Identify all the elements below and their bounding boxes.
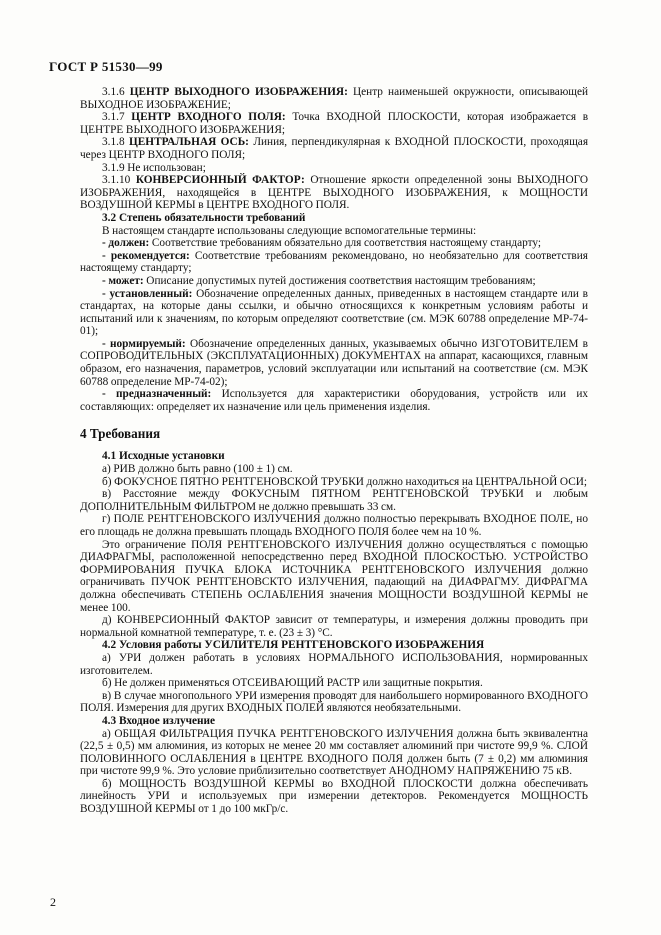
definition-3-1-10: 3.1.10 КОНВЕРСИОННЫЙ ФАКТОР: Отношение яркости определенной зоны ВЫХОДНОГО ИЗОБРАЖЕНИЯ, находящейся в ЦЕНТРЕ ВЫХОДНОГО ИЗОБРАЖЕНИЯ, к МОЩНОСТИ ВОЗДУШНОЙ КЕРМЫ в ЦЕНТРЕ ВХОДНОГО ПОЛЯ. <box>80 174 589 212</box>
section-4-3-heading: 4.3 Входное излучение <box>102 714 216 727</box>
term-normiruemy: - нормируемый: Обозначение определенных данных, указываемых обычно ИЗГОТОВИТЕЛЕМ в СОПРОВОДИТЕЛЬНЫХ (ЭКСПЛУАТАЦИОННЫХ) ДОКУМЕНТАХ на аппарат, касающихся, главным образом, его назначения, параметров, условий эксплуатации или испытаний на соответствие (см. МЭК 60788 определение МР-74-02); <box>80 337 588 388</box>
section-3-2-intro: В настоящем стандарте использованы следующие вспомогательные термины: <box>102 224 477 237</box>
term-prednaznachenny: - предназначенный: Используется для характеристики оборудования, устройств или их составляющих: определяет их назначение или цель применения изделия. <box>80 388 589 413</box>
term-ustanovlenny: - установленный: Обозначение определенных данных, приведенных в настоящем стандарте или в стандартах, на которые даны ссылки, и обычно относящихся к конкретным условиям работы и испытаний или к значениям, по которым определяют соответствие (см. МЭК 60788 определение МР-74-01); <box>80 287 589 338</box>
page-content <box>80 86 588 816</box>
item-4-2-v: в) В случае многопольного УРИ измерения проводят для наибольшего нормированного ВХОДНОГО ПОЛЯ. Измерения для других ВХОДНЫХ ПОЛЕЙ являются необязательными. <box>80 689 588 715</box>
item-4-1-a: а) РИВ должно быть равно (100 ± 1) см. <box>102 463 293 476</box>
item-4-1-v: в) Расстояние между ФОКУСНЫМ ПЯТНОМ РЕНТГЕНОВСКОЙ ТРУБКИ и любым ДОПОЛНИТЕЛЬНЫМ ФИЛЬТРОМ не должно превышать 33 см. <box>80 488 588 513</box>
item-4-1-b: б) ФОКУСНОЕ ПЯТНО РЕНТГЕНОВСКОЙ ТРУБКИ должно находиться на ЦЕНТРАЛЬНОЙ ОСИ; <box>102 475 588 488</box>
item-4-1-d: д) КОНВЕРСИОННЫЙ ФАКТОР зависит от температуры, и измерения должны проводить при нормальной комнатной температуре, т. е. (23 ± 3) °С. <box>80 614 588 639</box>
item-4-2-a: а) УРИ должен работать в условиях НОРМАЛЬНОГО ИСПОЛЬЗОВАНИЯ, нормированных изготовителем. <box>80 651 588 677</box>
section-3-2-heading: 3.2 Степень обязательности требований <box>102 211 306 224</box>
item-4-2-b: б) Не должен применяться ОТСЕИВАЮЩИЙ РАСТР или защитные покрытия. <box>102 677 483 690</box>
document-header: ГОСТ Р 51530—99 <box>49 59 163 74</box>
term-dolzhen: - должен: Соответствие требованиям обязательно для соответствия настоящему стандарту; <box>102 237 542 250</box>
item-4-1-g-note: Это ограничение ПОЛЯ РЕНТГЕНОВСКОГО ИЗЛУЧЕНИЯ должно осуществляться с помощью ДИАФРАГМЫ, расположенной непосредственно перед ВХОДНОЙ ПЛОСКОСТЬЮ. УСТРОЙСТВО ФОРМИРОВАНИЯ ПУЧКА БЛОКА ИСТОЧНИКА РЕНТГЕНОВСКОГО ИЗЛУЧЕНИЯ должно ограничивать ПУЧОК РЕНТГЕНОВСКТО ИЗЛУЧЕНИЯ, падающий на ДИАФРАГМУ. ДИФРАГМА должна обеспечивать СТЕПЕНЬ ОСЛАБЛЕНИЯ значения МОЩНОСТИ ВОЗДУШНОЙ КЕРМЫ не менее 100. <box>80 538 588 614</box>
item-4-3-b: б) МОЩНОСТЬ ВОЗДУШНОЙ КЕРМЫ во ВХОДНОЙ ПЛОСКОСТИ должна обеспечивать линейность УРИ и используемых при измерении детекторов. Рекомендуется МОЩНОСТЬ ВОЗДУШНОЙ КЕРМЫ от 1 до 100 мкГр/с. <box>80 777 588 816</box>
definition-3-1-9: 3.1.9 Не использован; <box>102 161 206 174</box>
definition-3-1-6: 3.1.6 ЦЕНТР ВЫХОДНОГО ИЗОБРАЖЕНИЯ: Центр наименьшей окружности, описывающей ВЫХОДНОЕ ИЗОБРАЖЕНИЕ; <box>80 86 589 111</box>
page-number: 2 <box>50 895 56 909</box>
term-rekomenduetsya: - рекомендуется: Соответствие требованиям рекомендовано, но необязательно для соответствия настоящему стандарту; <box>80 249 589 275</box>
term-mozhet: - может: Описание допустимых путей достижения соответствия настоящим требованиям; <box>102 274 536 287</box>
definition-3-1-8: 3.1.8 ЦЕНТРАЛЬНАЯ ОСЬ: Линия, перпендикулярная к ВХОДНОЙ ПЛОСКОСТИ, проходящая через ЦЕНТР ВХОДНОГО ПОЛЯ; <box>80 136 589 161</box>
section-4-1-heading: 4.1 Исходные установки <box>102 450 225 463</box>
item-4-3-a: а) ОБЩАЯ ФИЛЬТРАЦИЯ ПУЧКА РЕНТГЕНОВСКОГО ИЗЛУЧЕНИЯ должна быть эквивалентна (22,5 ± 0,5) мм алюминия, из которых не менее 20 мм составляет алюминий при чистоте 99,9 %. СЛОЙ ПОЛОВИННОГО ОСЛАБЛЕНИЯ в ЦЕНТРЕ ВХОДНОГО ПОЛЯ должен быть (7 ± 0,2) мм алюминия при чистоте 99,9 %. Это условие приблизительно соответствует АНОДНОМУ НАПРЯЖЕНИЮ 75 кВ. <box>80 727 588 778</box>
section-4-heading: 4 Требования <box>80 426 161 442</box>
item-4-1-g: г) ПОЛЕ РЕНТГЕНОВСКОГО ИЗЛУЧЕНИЯ должно полностью перекрывать ВХОДНОЕ ПОЛЕ, но его площадь не должна превышать площадь ВХОДНОГО ПОЛЯ более чем на 10 %. <box>80 513 588 538</box>
section-4-2-heading: 4.2 Условия работы УСИЛИТЕЛЯ РЕНТГЕНОВСКОГО ИЗОБРАЖЕНИЯ <box>102 639 485 652</box>
definition-3-1-7: 3.1.7 ЦЕНТР ВХОДНОГО ПОЛЯ: Точка ВХОДНОЙ ПЛОСКОСТИ, которая изображается в ЦЕНТРЕ ВЫХОДНОГО ИЗОБРАЖЕНИЯ; <box>80 111 589 136</box>
